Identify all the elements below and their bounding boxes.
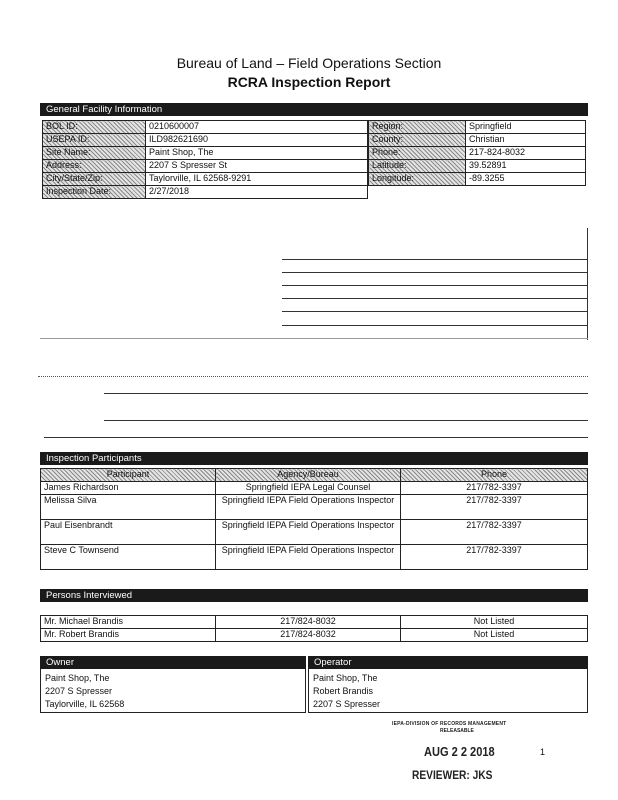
field-value: Springfield	[466, 121, 586, 134]
faint-line	[282, 311, 588, 312]
field-label: Latitude:	[369, 160, 466, 173]
field-value: -89.3255	[466, 173, 586, 186]
faint-line	[104, 420, 588, 421]
interviewee-phone: 217/824-8032	[216, 616, 401, 629]
table-row	[43, 147, 368, 160]
field-value: 39.52891	[466, 160, 586, 173]
table-row	[41, 520, 588, 545]
field-value: Paint Shop, The	[146, 147, 368, 160]
report-title: RCRA Inspection Report	[227, 74, 391, 90]
field-value: Christian	[466, 134, 586, 147]
stamp-date: AUG 2 2 2018	[424, 744, 495, 759]
records-stamp-line2: RELEASABLE	[440, 728, 474, 734]
participant-name: Paul Eisenbrandt	[41, 520, 216, 545]
faint-line	[38, 376, 588, 377]
faint-line	[40, 338, 588, 339]
interviewee-phone: 217/824-8032	[216, 629, 401, 642]
general-right-table	[368, 120, 586, 186]
owner-line3: Taylorville, IL 62568	[45, 699, 125, 709]
table-row	[43, 186, 368, 199]
interviewee-email: Not Listed	[401, 629, 588, 642]
interviewed-table	[40, 615, 588, 642]
records-stamp-line1: IEPA-DIVISION OF RECORDS MANAGEMENT	[392, 721, 507, 727]
field-value: Taylorville, IL 62568-9291	[146, 173, 368, 186]
participant-name: Melissa Silva	[41, 495, 216, 520]
faint-line	[282, 259, 588, 260]
table-row	[41, 495, 588, 520]
table-row	[369, 173, 586, 186]
general-left-table	[42, 120, 368, 199]
field-label: County:	[369, 134, 466, 147]
participant-agency: Springfield IEPA Field Operations Inspector	[216, 520, 401, 545]
table-row	[369, 160, 586, 173]
faint-line	[282, 272, 588, 273]
participant-agency: Springfield IEPA Legal Counsel	[216, 482, 401, 495]
column-header: Phone	[401, 469, 588, 482]
participant-agency: Springfield IEPA Field Operations Inspector	[216, 495, 401, 520]
field-value: ILD982621690	[146, 134, 368, 147]
participant-agency: Springfield IEPA Field Operations Inspector	[216, 545, 401, 570]
faint-line	[104, 393, 588, 394]
field-label: BOL ID:	[43, 121, 146, 134]
table-row	[41, 616, 588, 629]
owner-header: Owner	[40, 656, 306, 669]
field-label: Longitude:	[369, 173, 466, 186]
field-value: 2/27/2018	[146, 186, 368, 199]
operator-line3: 2207 S Spresser	[313, 699, 381, 709]
interviewee-email: Not Listed	[401, 616, 588, 629]
operator-line1: Paint Shop, The	[313, 673, 378, 683]
participant-phone: 217/782-3397	[401, 545, 588, 570]
field-value: 2207 S Spresser St	[146, 160, 368, 173]
participant-name: James Richardson	[41, 482, 216, 495]
field-label: Inspection Date:	[43, 186, 146, 199]
stamp-reviewer: REVIEWER: JKS	[412, 768, 493, 782]
report-bureau-title: Bureau of Land – Field Operations Section	[176, 55, 442, 71]
participant-phone: 217/782-3397	[401, 482, 588, 495]
field-label: City/State/Zip:	[43, 173, 146, 186]
table-row	[43, 160, 368, 173]
field-label: Address:	[43, 160, 146, 173]
table-row	[43, 121, 368, 134]
interviewee-name: Mr. Michael Brandis	[41, 616, 216, 629]
faint-line	[282, 298, 588, 299]
field-label: Region:	[369, 121, 466, 134]
faint-border	[587, 228, 588, 340]
owner-line2: 2207 S Spresser	[45, 686, 113, 696]
table-row	[369, 147, 586, 160]
field-value: 0210600007	[146, 121, 368, 134]
field-label: Phone:	[369, 147, 466, 160]
faint-line	[282, 325, 588, 326]
table-row	[41, 482, 588, 495]
participant-name: Steve C Townsend	[41, 545, 216, 570]
faint-line	[44, 437, 588, 438]
page-number: 1	[540, 747, 546, 757]
table-row	[369, 134, 586, 147]
field-value: 217-824-8032	[466, 147, 586, 160]
participant-phone: 217/782-3397	[401, 495, 588, 520]
table-row	[43, 134, 368, 147]
owner-line1: Paint Shop, The	[45, 673, 110, 683]
table-row	[369, 121, 586, 134]
table-row	[41, 629, 588, 642]
participants-header: Inspection Participants	[40, 452, 588, 465]
operator-header: Operator	[308, 656, 588, 669]
interviewed-header: Persons Interviewed	[40, 589, 588, 602]
field-label: Site Name:	[43, 147, 146, 160]
table-header-row	[41, 469, 588, 482]
participant-phone: 217/782-3397	[401, 520, 588, 545]
column-header: Participant	[41, 469, 216, 482]
general-facility-header: General Facility Information	[40, 103, 588, 116]
table-row	[41, 545, 588, 570]
table-row	[43, 173, 368, 186]
field-label: USEPA ID:	[43, 134, 146, 147]
faint-line	[282, 285, 588, 286]
operator-box	[308, 669, 588, 713]
column-header: Agency/Bureau	[216, 469, 401, 482]
owner-box	[40, 669, 306, 713]
operator-line2: Robert Brandis	[313, 686, 374, 696]
interviewee-name: Mr. Robert Brandis	[41, 629, 216, 642]
participants-table	[40, 468, 588, 570]
